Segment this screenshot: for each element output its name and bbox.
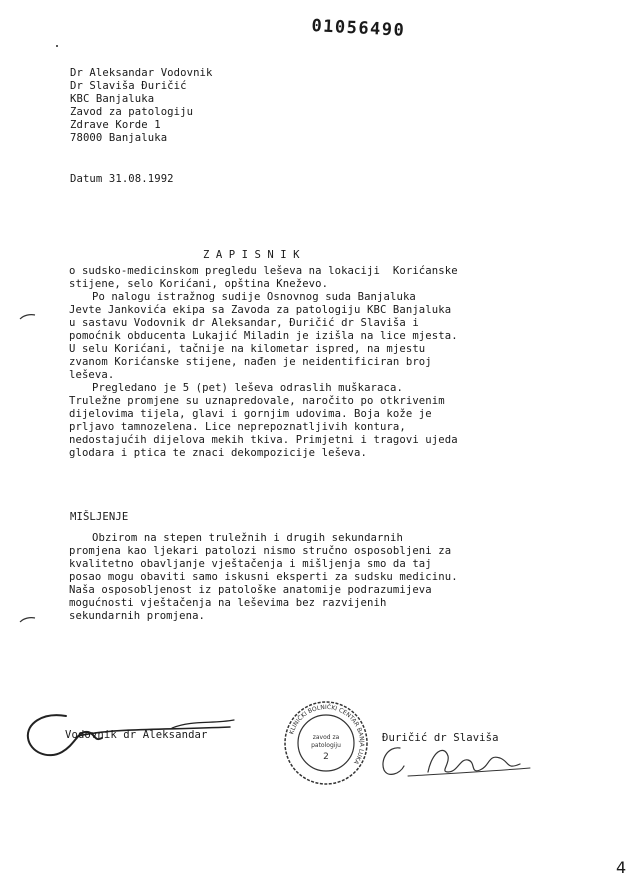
signature-right-name: Đuričić dr Slaviša [382,732,499,744]
body-line: Po nalogu istražnog sudije Osnovnog suda Banjaluka [92,291,416,303]
opinion-line: Obzirom na stepen truležnih i drugih sekundarnih [92,532,403,544]
margin-mark [18,312,38,322]
body-line: U selu Korićani, tačnije na kilometar ispred, na mjestu [69,343,426,355]
body-line: stijene, selo Korićani, opština Kneževo. [69,278,329,290]
sender-line: Zavod za patologiju [70,106,194,118]
sender-line: 78000 Banjaluka [70,132,168,144]
body-line: zvanom Korićanske stijene, nađen je neidentificiran broj [69,356,432,368]
opinion-line: kvalitetno obavljanje vještačenja i mišljenja smo da taj [69,558,432,570]
speck [56,45,58,47]
body-line: Pregledano je 5 (pet) leševa odraslih muškaraca. [92,382,403,394]
opinion-line: mogućnosti vještačenja na leševima bez razvijenih [69,597,387,609]
body-line: nedostajućih dijelova mekih tkiva. Primjetni i tragovi ujeda [69,434,458,446]
body-line: leševa. [69,369,115,381]
stamp-ring-text: KLINIČKI BOLNIČKI CENTAR BANJA LUKA [288,703,366,766]
body-line: o sudsko-medicinskom pregledu leševa na lokaciji Korićanske [69,265,458,277]
institution-stamp [281,698,371,788]
opinion-line: sekundarnih promjena. [69,610,206,622]
document-number: 01056490 [310,16,406,41]
body-line: Jevte Jankovića ekipa sa Zavoda za patologiju KBC Banjaluka [69,304,452,316]
document-title: ZAPISNIK [203,249,307,261]
sender-line: Zdrave Korde 1 [70,119,161,131]
opinion-heading: MIŠLJENJE [70,511,129,523]
body-line: glodara i ptica te znaci dekompozicije leševa. [69,447,367,459]
body-line: dijelovima tijela, glavi i gornjim udovima. Boja kože je [69,408,432,420]
signature-right-scribble [370,738,540,784]
body-line: prljavo tamnozelena. Lice neprepoznatljivih kontura, [69,421,406,433]
opinion-line: posao mogu obaviti samo iskusni eksperti za sudsku medicinu. [69,571,458,583]
signature-left-name: Vodovnik dr Aleksandar [65,729,208,741]
page-mark: 4 [616,858,627,877]
sender-line: Dr Slaviša Đuričić [70,80,187,92]
sender-line: Dr Aleksandar Vodovnik [70,67,213,79]
body-line: pomoćnik obducenta Lukajić Miladin je izišla na lice mjesta. [69,330,458,342]
opinion-line: promjena kao ljekari patolozi nismo stručno osposobljeni za [69,545,452,557]
stamp-inner-line: zavod za [312,734,340,741]
date-line: Datum 31.08.1992 [70,173,174,185]
opinion-line: Naša osposobljenost iz patološke anatomije podrazumijeva [69,584,432,596]
sender-line: KBC Banjaluka [70,93,155,105]
stamp-number: 2 [323,752,329,762]
stamp-inner-line: patologiju [311,742,341,749]
body-line: u sastavu Vodovnik dr Aleksandar, Đuričić dr Slaviša i [69,317,419,329]
margin-mark [18,615,38,625]
body-line: Truležne promjene su uznapredovale, naročito po otkrivenim [69,395,445,407]
